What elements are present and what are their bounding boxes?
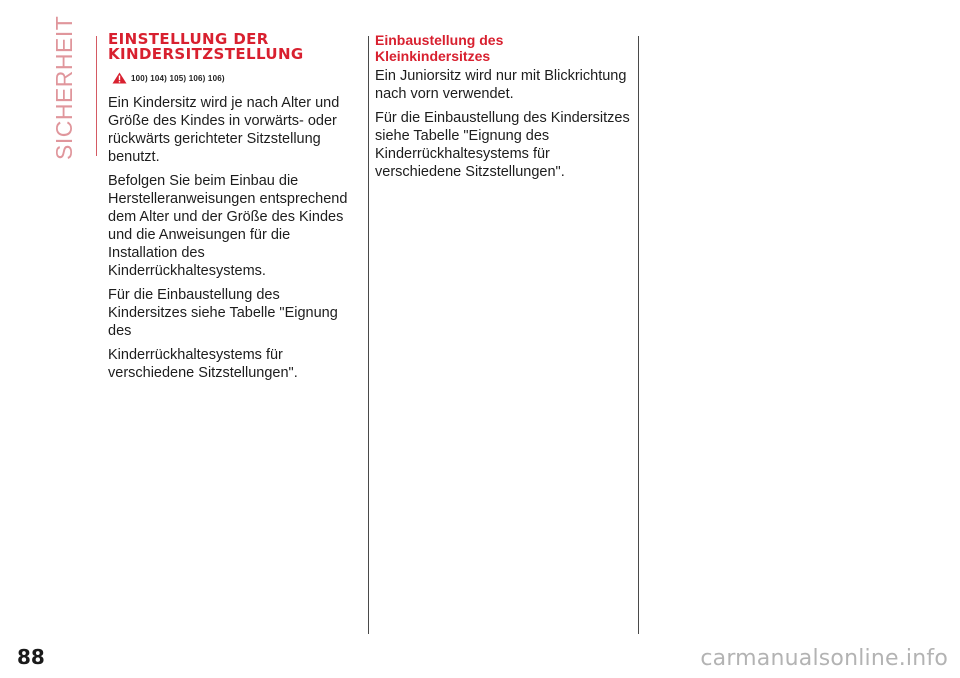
page-number: 88: [17, 645, 45, 669]
warning-references: [112, 72, 362, 84]
column-divider-right: [638, 36, 639, 634]
left-column: [108, 32, 362, 388]
sub-heading-line2: Kleinkindersitzes: [375, 48, 491, 64]
right-column: [375, 32, 631, 187]
main-heading: [108, 32, 362, 62]
section-label: SICHERHEIT: [51, 15, 77, 160]
paragraph: Ein Juniorsitz wird nur mit Blickrichtung nach vorn verwendet.: [375, 68, 627, 102]
main-heading-line1: EINSTELLUNG DER: [108, 30, 269, 48]
sub-heading-line1: Einbaustellung des: [375, 32, 504, 48]
paragraph: Für die Einbaustellung des Kindersitzes siehe Tabelle "Eignung des: [108, 287, 338, 339]
main-heading-line2: KINDERSITZSTELLUNG: [108, 45, 304, 63]
watermark: carmanualsonline.info: [700, 646, 948, 671]
warning-refs-text: 100) 104) 105) 106) 106): [131, 73, 225, 83]
column-divider-left: [368, 36, 369, 634]
paragraph: Ein Kindersitz wird je nach Alter und Größe des Kindes in vorwärts- oder rückwärts gerichteter Sitzstellung benutzt.: [108, 95, 340, 165]
sub-heading: [375, 32, 631, 64]
warning-triangle-icon: [112, 72, 127, 84]
section-rule: [96, 36, 97, 156]
paragraph: Befolgen Sie beim Einbau die Herstelleranweisungen entsprechend dem Alter und der Größe des Kindes und die Anweisungen für die Installation des Kinderrückhaltesystems.: [108, 173, 348, 279]
paragraph: Kinderrückhaltesystems für verschiedene Sitzstellungen".: [108, 347, 298, 381]
paragraph: Für die Einbaustellung des Kindersitzes siehe Tabelle "Eignung des Kinderrückhaltesystems für verschiedene Sitzstellungen".: [375, 110, 630, 180]
